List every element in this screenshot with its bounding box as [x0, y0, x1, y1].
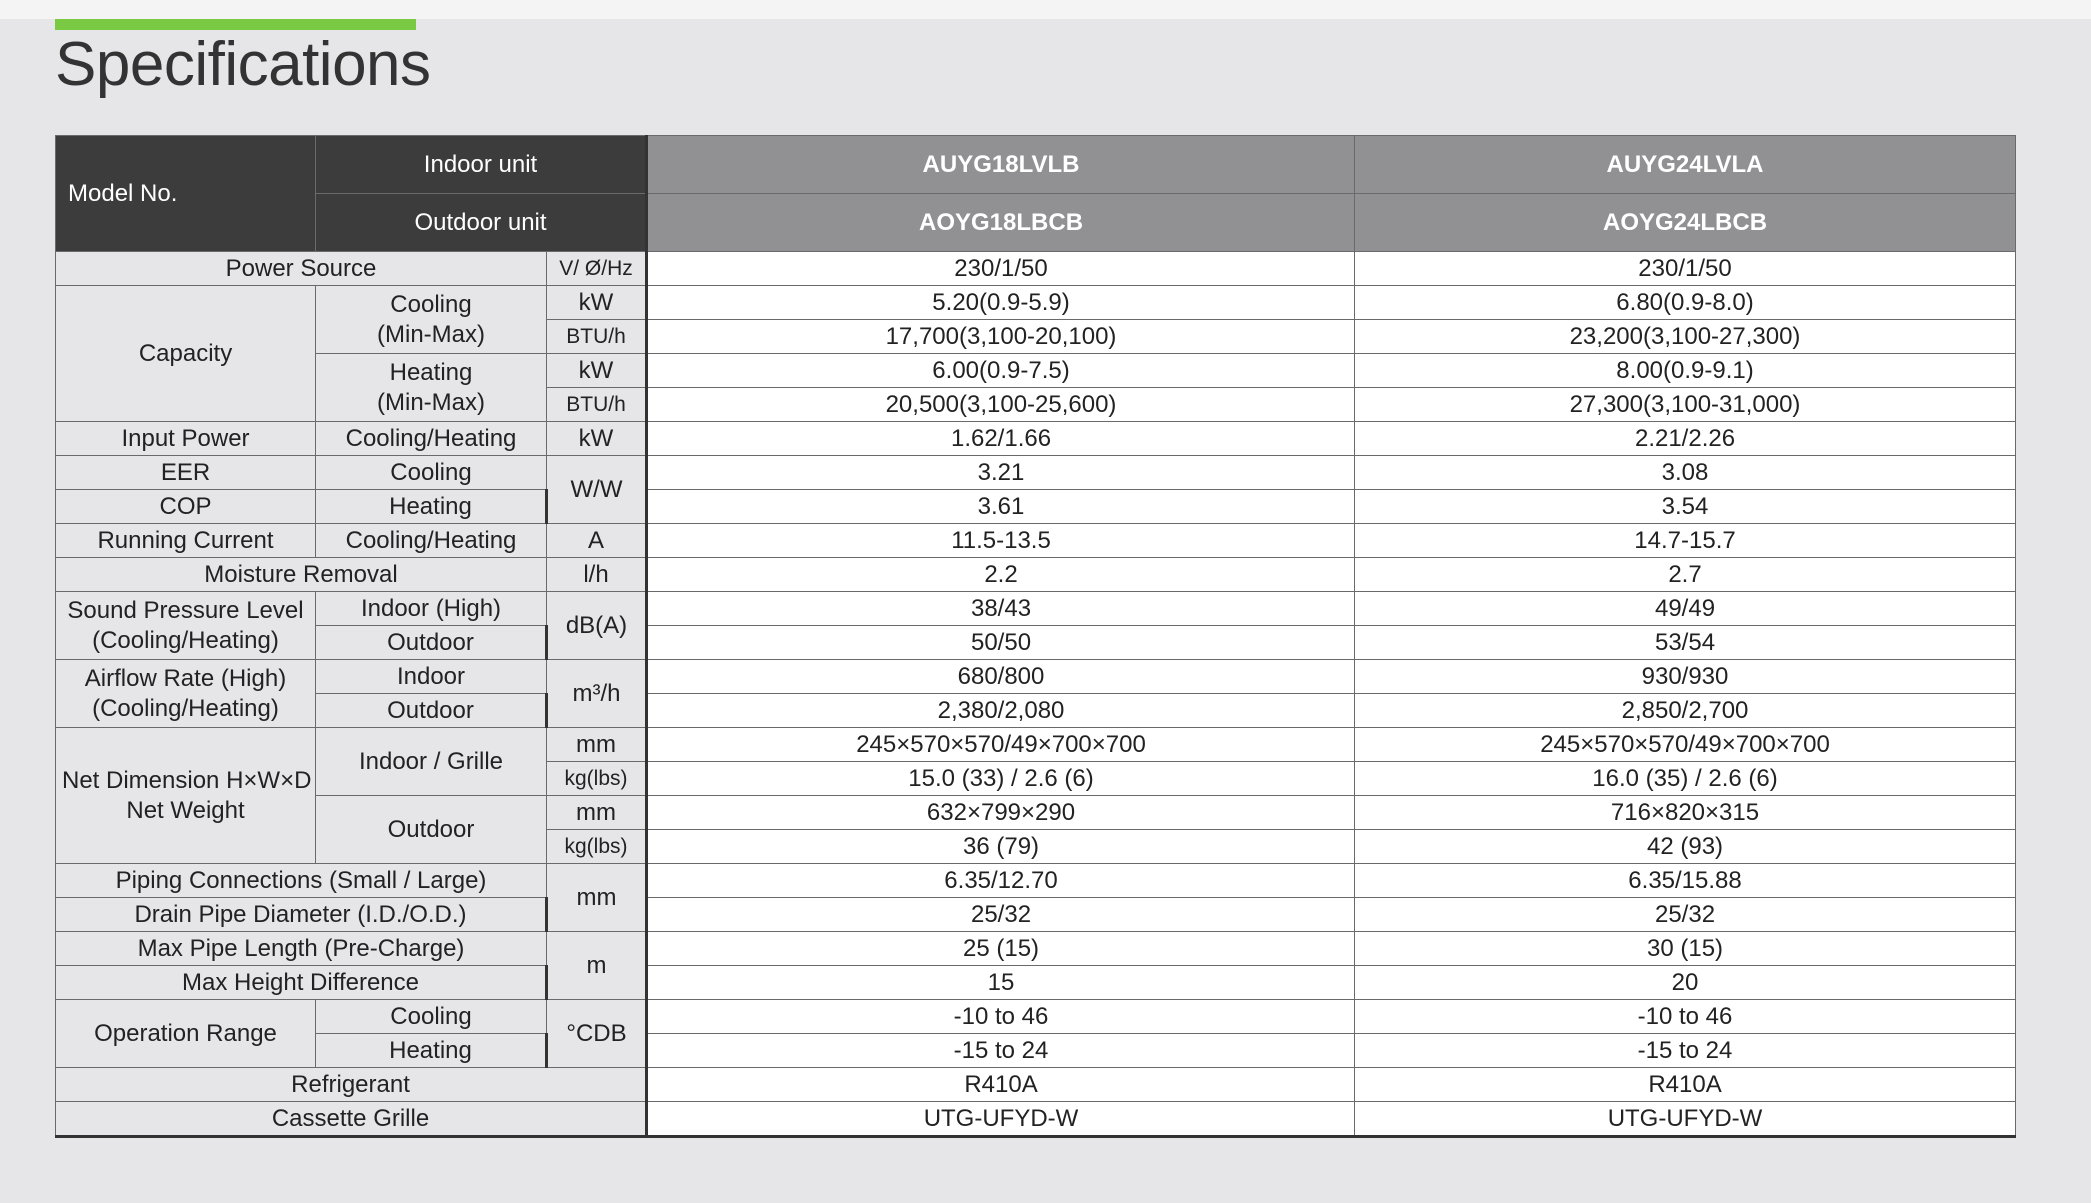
value-cell: 6.35/15.88	[1355, 864, 2016, 898]
value-cell: 6.80(0.9-8.0)	[1355, 286, 2016, 320]
value-cell: 17,700(3,100-20,100)	[647, 320, 1355, 354]
value-cell: 30 (15)	[1355, 932, 2016, 966]
value-cell: 20	[1355, 966, 2016, 1000]
table-row	[56, 558, 2016, 592]
value-cell: 2.7	[1355, 558, 2016, 592]
unit-cell: kW	[547, 286, 647, 320]
value-cell: 3.54	[1355, 490, 2016, 524]
row-label: Power Source	[56, 252, 547, 286]
unit-cell: BTU/h	[547, 320, 647, 354]
value-cell: 2,850/2,700	[1355, 694, 2016, 728]
sub-label: Indoor	[316, 660, 547, 694]
value-cell: -15 to 24	[647, 1034, 1355, 1068]
table-row	[56, 1000, 2016, 1034]
page-title: Specifications	[55, 30, 431, 99]
model-indoor-2: AUYG24LVLA	[1355, 136, 2016, 194]
row-label: Drain Pipe Diameter (I.D./O.D.)	[56, 898, 547, 932]
row-label: Moisture Removal	[56, 558, 547, 592]
value-cell: 15.0 (33) / 2.6 (6)	[647, 762, 1355, 796]
row-label: Airflow Rate (High) (Cooling/Heating)	[56, 660, 316, 728]
table-row	[56, 456, 2016, 490]
value-cell: 3.21	[647, 456, 1355, 490]
value-cell: 5.20(0.9-5.9)	[647, 286, 1355, 320]
value-cell: 2.2	[647, 558, 1355, 592]
specifications-table	[55, 135, 2016, 1138]
value-cell: -15 to 24	[1355, 1034, 2016, 1068]
net-weight-label: Net Weight	[126, 796, 245, 824]
value-cell: 25/32	[1355, 898, 2016, 932]
value-cell: 3.08	[1355, 456, 2016, 490]
model-outdoor-1: AOYG18LBCB	[647, 194, 1355, 252]
value-cell: 230/1/50	[1355, 252, 2016, 286]
net-dimension-label: Net Dimension H×W×D	[62, 766, 312, 794]
sub-label: Cooling	[316, 1000, 547, 1034]
model-no-header: Model No.	[56, 136, 316, 252]
table-row	[56, 524, 2016, 558]
row-label: Cassette Grille	[56, 1102, 647, 1137]
table-row	[56, 1102, 2016, 1137]
value-cell: 49/49	[1355, 592, 2016, 626]
value-cell: 716×820×315	[1355, 796, 2016, 830]
table-row	[56, 796, 2016, 830]
value-cell: 42 (93)	[1355, 830, 2016, 864]
value-cell: 16.0 (35) / 2.6 (6)	[1355, 762, 2016, 796]
unit-cell: V/ Ø/Hz	[547, 252, 647, 286]
sub-label: Heating	[316, 490, 547, 524]
unit-cell: m	[547, 932, 647, 1000]
value-cell: 930/930	[1355, 660, 2016, 694]
sub-label: Cooling/Heating	[316, 422, 547, 456]
model-outdoor-2: AOYG24LBCB	[1355, 194, 2016, 252]
sub-label: Indoor (High)	[316, 592, 547, 626]
sub-label: Cooling	[316, 456, 547, 490]
table-row	[56, 422, 2016, 456]
sub-label: Cooling/Heating	[316, 524, 547, 558]
table-row	[56, 966, 2016, 1000]
unit-cell: kW	[547, 422, 647, 456]
value-cell: 2,380/2,080	[647, 694, 1355, 728]
value-cell: UTG-UFYD-W	[647, 1102, 1355, 1137]
table-row	[56, 898, 2016, 932]
top-band	[0, 0, 2091, 19]
title-accent-bar	[55, 19, 416, 30]
table-row	[56, 490, 2016, 524]
unit-cell: °CDB	[547, 1000, 647, 1068]
unit-cell: W/W	[547, 456, 647, 524]
table-row	[56, 286, 2016, 320]
table-row	[56, 932, 2016, 966]
value-cell: R410A	[647, 1068, 1355, 1102]
value-cell: UTG-UFYD-W	[1355, 1102, 2016, 1137]
sub-label: Heating	[316, 1034, 547, 1068]
row-label: Piping Connections (Small / Large)	[56, 864, 547, 898]
unit-cell: mm	[547, 864, 647, 932]
row-label: Running Current	[56, 524, 316, 558]
value-cell: 2.21/2.26	[1355, 422, 2016, 456]
table-row	[56, 592, 2016, 626]
unit-cell: BTU/h	[547, 388, 647, 422]
unit-cell: kg(lbs)	[547, 830, 647, 864]
model-indoor-1: AUYG18LVLB	[647, 136, 1355, 194]
value-cell: -10 to 46	[647, 1000, 1355, 1034]
unit-cell: mm	[547, 728, 647, 762]
row-label: COP	[56, 490, 316, 524]
table-row	[56, 864, 2016, 898]
row-label: Capacity	[56, 286, 316, 422]
value-cell: 632×799×290	[647, 796, 1355, 830]
row-label: Sound Pressure Level (Cooling/Heating)	[56, 592, 316, 660]
value-cell: 245×570×570/49×700×700	[1355, 728, 2016, 762]
value-cell: 20,500(3,100-25,600)	[647, 388, 1355, 422]
row-label: Max Height Difference	[56, 966, 547, 1000]
unit-cell: l/h	[547, 558, 647, 592]
sub-label: Outdoor	[316, 796, 547, 864]
table-row	[56, 252, 2016, 286]
sub-label: Outdoor	[316, 626, 547, 660]
value-cell: 1.62/1.66	[647, 422, 1355, 456]
value-cell: 8.00(0.9-9.1)	[1355, 354, 2016, 388]
value-cell: 245×570×570/49×700×700	[647, 728, 1355, 762]
unit-cell: m³/h	[547, 660, 647, 728]
unit-cell: mm	[547, 796, 647, 830]
value-cell: -10 to 46	[1355, 1000, 2016, 1034]
table-row	[56, 694, 2016, 728]
row-label: Max Pipe Length (Pre-Charge)	[56, 932, 547, 966]
value-cell: 25/32	[647, 898, 1355, 932]
sub-label: Outdoor	[316, 694, 547, 728]
value-cell: 6.00(0.9-7.5)	[647, 354, 1355, 388]
row-label: Operation Range	[56, 1000, 316, 1068]
row-label: EER	[56, 456, 316, 490]
value-cell: 15	[647, 966, 1355, 1000]
table-header-row	[56, 136, 2016, 194]
value-cell: 3.61	[647, 490, 1355, 524]
value-cell: R410A	[1355, 1068, 2016, 1102]
value-cell: 27,300(3,100-31,000)	[1355, 388, 2016, 422]
value-cell: 53/54	[1355, 626, 2016, 660]
outdoor-unit-header: Outdoor unit	[316, 194, 647, 252]
table-row	[56, 1034, 2016, 1068]
row-label	[56, 728, 316, 864]
unit-cell: kg(lbs)	[547, 762, 647, 796]
unit-cell: kW	[547, 354, 647, 388]
value-cell: 36 (79)	[647, 830, 1355, 864]
value-cell: 50/50	[647, 626, 1355, 660]
row-label: Input Power	[56, 422, 316, 456]
value-cell: 11.5-13.5	[647, 524, 1355, 558]
value-cell: 25 (15)	[647, 932, 1355, 966]
unit-cell: A	[547, 524, 647, 558]
unit-cell: dB(A)	[547, 592, 647, 660]
table-header-row	[56, 194, 2016, 252]
table-row	[56, 1068, 2016, 1102]
sub-label: Cooling (Min-Max)	[316, 286, 547, 354]
table-row	[56, 626, 2016, 660]
value-cell: 230/1/50	[647, 252, 1355, 286]
value-cell: 14.7-15.7	[1355, 524, 2016, 558]
row-label: Refrigerant	[56, 1068, 647, 1102]
indoor-unit-header: Indoor unit	[316, 136, 647, 194]
table-row	[56, 354, 2016, 388]
value-cell: 680/800	[647, 660, 1355, 694]
table-row	[56, 660, 2016, 694]
sub-label: Indoor / Grille	[316, 728, 547, 796]
value-cell: 38/43	[647, 592, 1355, 626]
table-row	[56, 728, 2016, 762]
sub-label: Heating (Min-Max)	[316, 354, 547, 422]
value-cell: 6.35/12.70	[647, 864, 1355, 898]
value-cell: 23,200(3,100-27,300)	[1355, 320, 2016, 354]
